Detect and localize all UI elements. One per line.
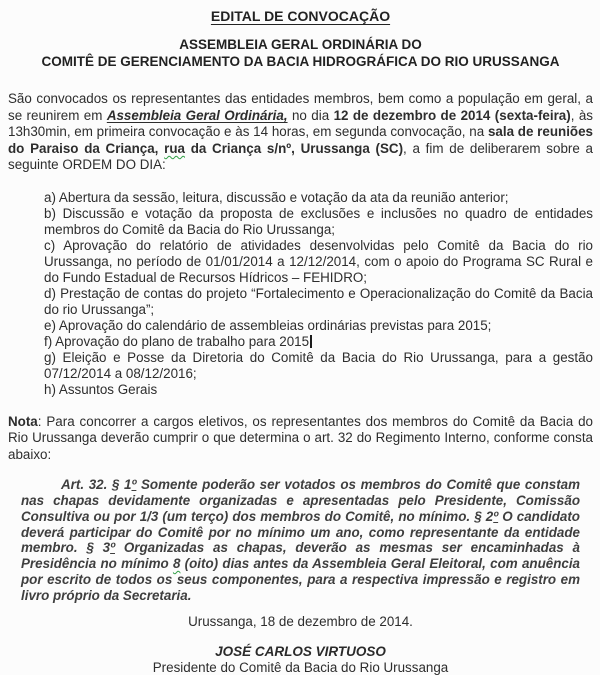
agenda-item-text: Discussão e votação da proposta de exclusões e inclusões no quadro de entidades membros do Comitê da Bacia do Rio Urussanga; (44, 205, 593, 237)
venue-bold-2: da Criança s/nº, Urussanga (SC) (184, 140, 404, 156)
agenda-item-label: f) (44, 333, 53, 349)
agenda-item-e (44, 318, 593, 334)
regiment-seg-5: (oito) dias antes da Assembleia Geral Eleitoral, com anuência por escrito de todos os seus componentes, para a respectiva impressão e registro em livro próprio da Secretaria. (21, 556, 580, 603)
agenda-item-label: b) (44, 205, 56, 221)
intro-text-3: , às 13h30min, em primeira convocação e às 14 horas, em segunda convocação, na (8, 107, 593, 140)
spellchecked-number-8: 8 (172, 556, 181, 572)
regiment-seg-1: Art. 32. § 1 (61, 477, 132, 493)
agenda-item-g (44, 350, 593, 382)
intro-text-1: São convocados os representantes das entidades membros, bem como a população em geral, a se reunirem em (8, 91, 593, 123)
agenda-item-a (44, 190, 593, 206)
agenda-item-text: Aprovação do relatório de atividades desenvolvidas pelo Comitê da Bacia do rio Urussanga, no período de 01/01/2014 a 12/12/2014, com o apoio do Programa SC Rural e do Fundo Estadual de Recursos Hídricos – FEHIDRO; (44, 237, 593, 285)
ordinal-suffix-3: º (110, 540, 115, 556)
page-title-text: EDITAL DE CONVOCAÇÃO (210, 8, 391, 24)
agenda-list[interactable] (44, 190, 593, 398)
subtitle-line-2: COMITÊ DE GERENCIAMENTO DA BACIA HIDROGRÁFICA DO RIO URUSSANGA (41, 53, 560, 69)
agenda-item-text: Aprovação do calendário de assembleias ordinárias previstas para 2015; (58, 317, 492, 333)
page-title (8, 8, 593, 25)
agenda-item-text: Eleição e Posse da Diretoria do Comitê da Bacia do Rio Urussanga, para a gestão 07/12/2014 a 08/12/2016; (44, 349, 593, 381)
agenda-item-label: g) (44, 349, 56, 365)
ordinal-suffix-2: º (493, 508, 499, 524)
text-cursor (310, 335, 312, 348)
agenda-item-b (44, 206, 593, 238)
meeting-date-bold: 12 de dezembro de 2014 (sexta-feira) (333, 107, 571, 123)
venue-bold-1: sala de reuniões do Paraiso da Criança, (8, 124, 593, 156)
agenda-item-label: e) (44, 317, 56, 333)
intro-text-4: , a fim de deliberarem sobre a seguinte ORDEM DO DIA: (8, 140, 593, 173)
note-paragraph[interactable] (8, 414, 593, 463)
agenda-item-f (44, 334, 593, 350)
agenda-item-label: h) (44, 381, 56, 397)
regiment-seg-3: O candidato deverá participar do Comitê por no mínimo um ano, como representante da entidade membro. § 3 (21, 508, 580, 556)
subtitle-line-1: ASSEMBLEIA GERAL ORDINÁRIA DO (179, 37, 422, 52)
regiment-seg-2: Somente poderão ser votados os membros do Comitê que constam nas chapas devidamente organizadas e apresentadas pelo Presidente, Comissão Consultiva ou por 1/3 (um terço) dos membros do Comitê, no mínimo. § 2 (21, 477, 581, 524)
regiment-seg-4: Organizadas as chapas, deverão as mesmas ser encaminhadas à Presidência no mínimo (21, 540, 580, 572)
agenda-item-label: a) (44, 189, 56, 205)
agenda-item-text: Prestação de contas do projeto “Fortalecimento e Operacionalização do Comitê da Bacia do rio Urussanga”; (44, 285, 593, 317)
spellchecked-word-rua: rua (164, 140, 185, 156)
agenda-item-label: d) (44, 285, 56, 301)
intro-text-2: no dia (287, 107, 334, 123)
agenda-item-text: Aprovação do plano de trabalho para 2015 (55, 333, 310, 349)
signature-role: Presidente do Comitê da Bacia do Rio Urussanga (152, 659, 449, 675)
intro-paragraph[interactable] (8, 91, 593, 174)
note-text: : Para concorrer a cargos eletivos, os representantes dos membros do Comitê da Bacia do Rio Urussanga deverão cumprir o que determina o art. 32 do Regimento Interno, conforme consta abaixo: (8, 413, 593, 462)
agenda-item-text: Assuntos Gerais (58, 381, 158, 397)
agenda-item-h (44, 382, 593, 398)
agenda-item-c (44, 238, 593, 286)
signature-name: JOSÉ CARLOS VIRTUOSO (215, 643, 386, 659)
agenda-item-text: Abertura da sessão, leitura, discussão e votação da ata da reunião anterior; (58, 189, 509, 205)
regiment-article-quote[interactable] (21, 477, 580, 603)
assembly-name-emphasis: Assembleia Geral Ordinária, (106, 107, 288, 123)
agenda-item-label: c) (44, 237, 56, 253)
note-label: Nota (8, 413, 38, 429)
document-subtitle (8, 37, 593, 70)
agenda-item-d (44, 286, 593, 318)
closing-date-line: Urussanga, 18 de dezembro de 2014. (188, 613, 413, 629)
ordinal-suffix-1: º (131, 477, 137, 493)
